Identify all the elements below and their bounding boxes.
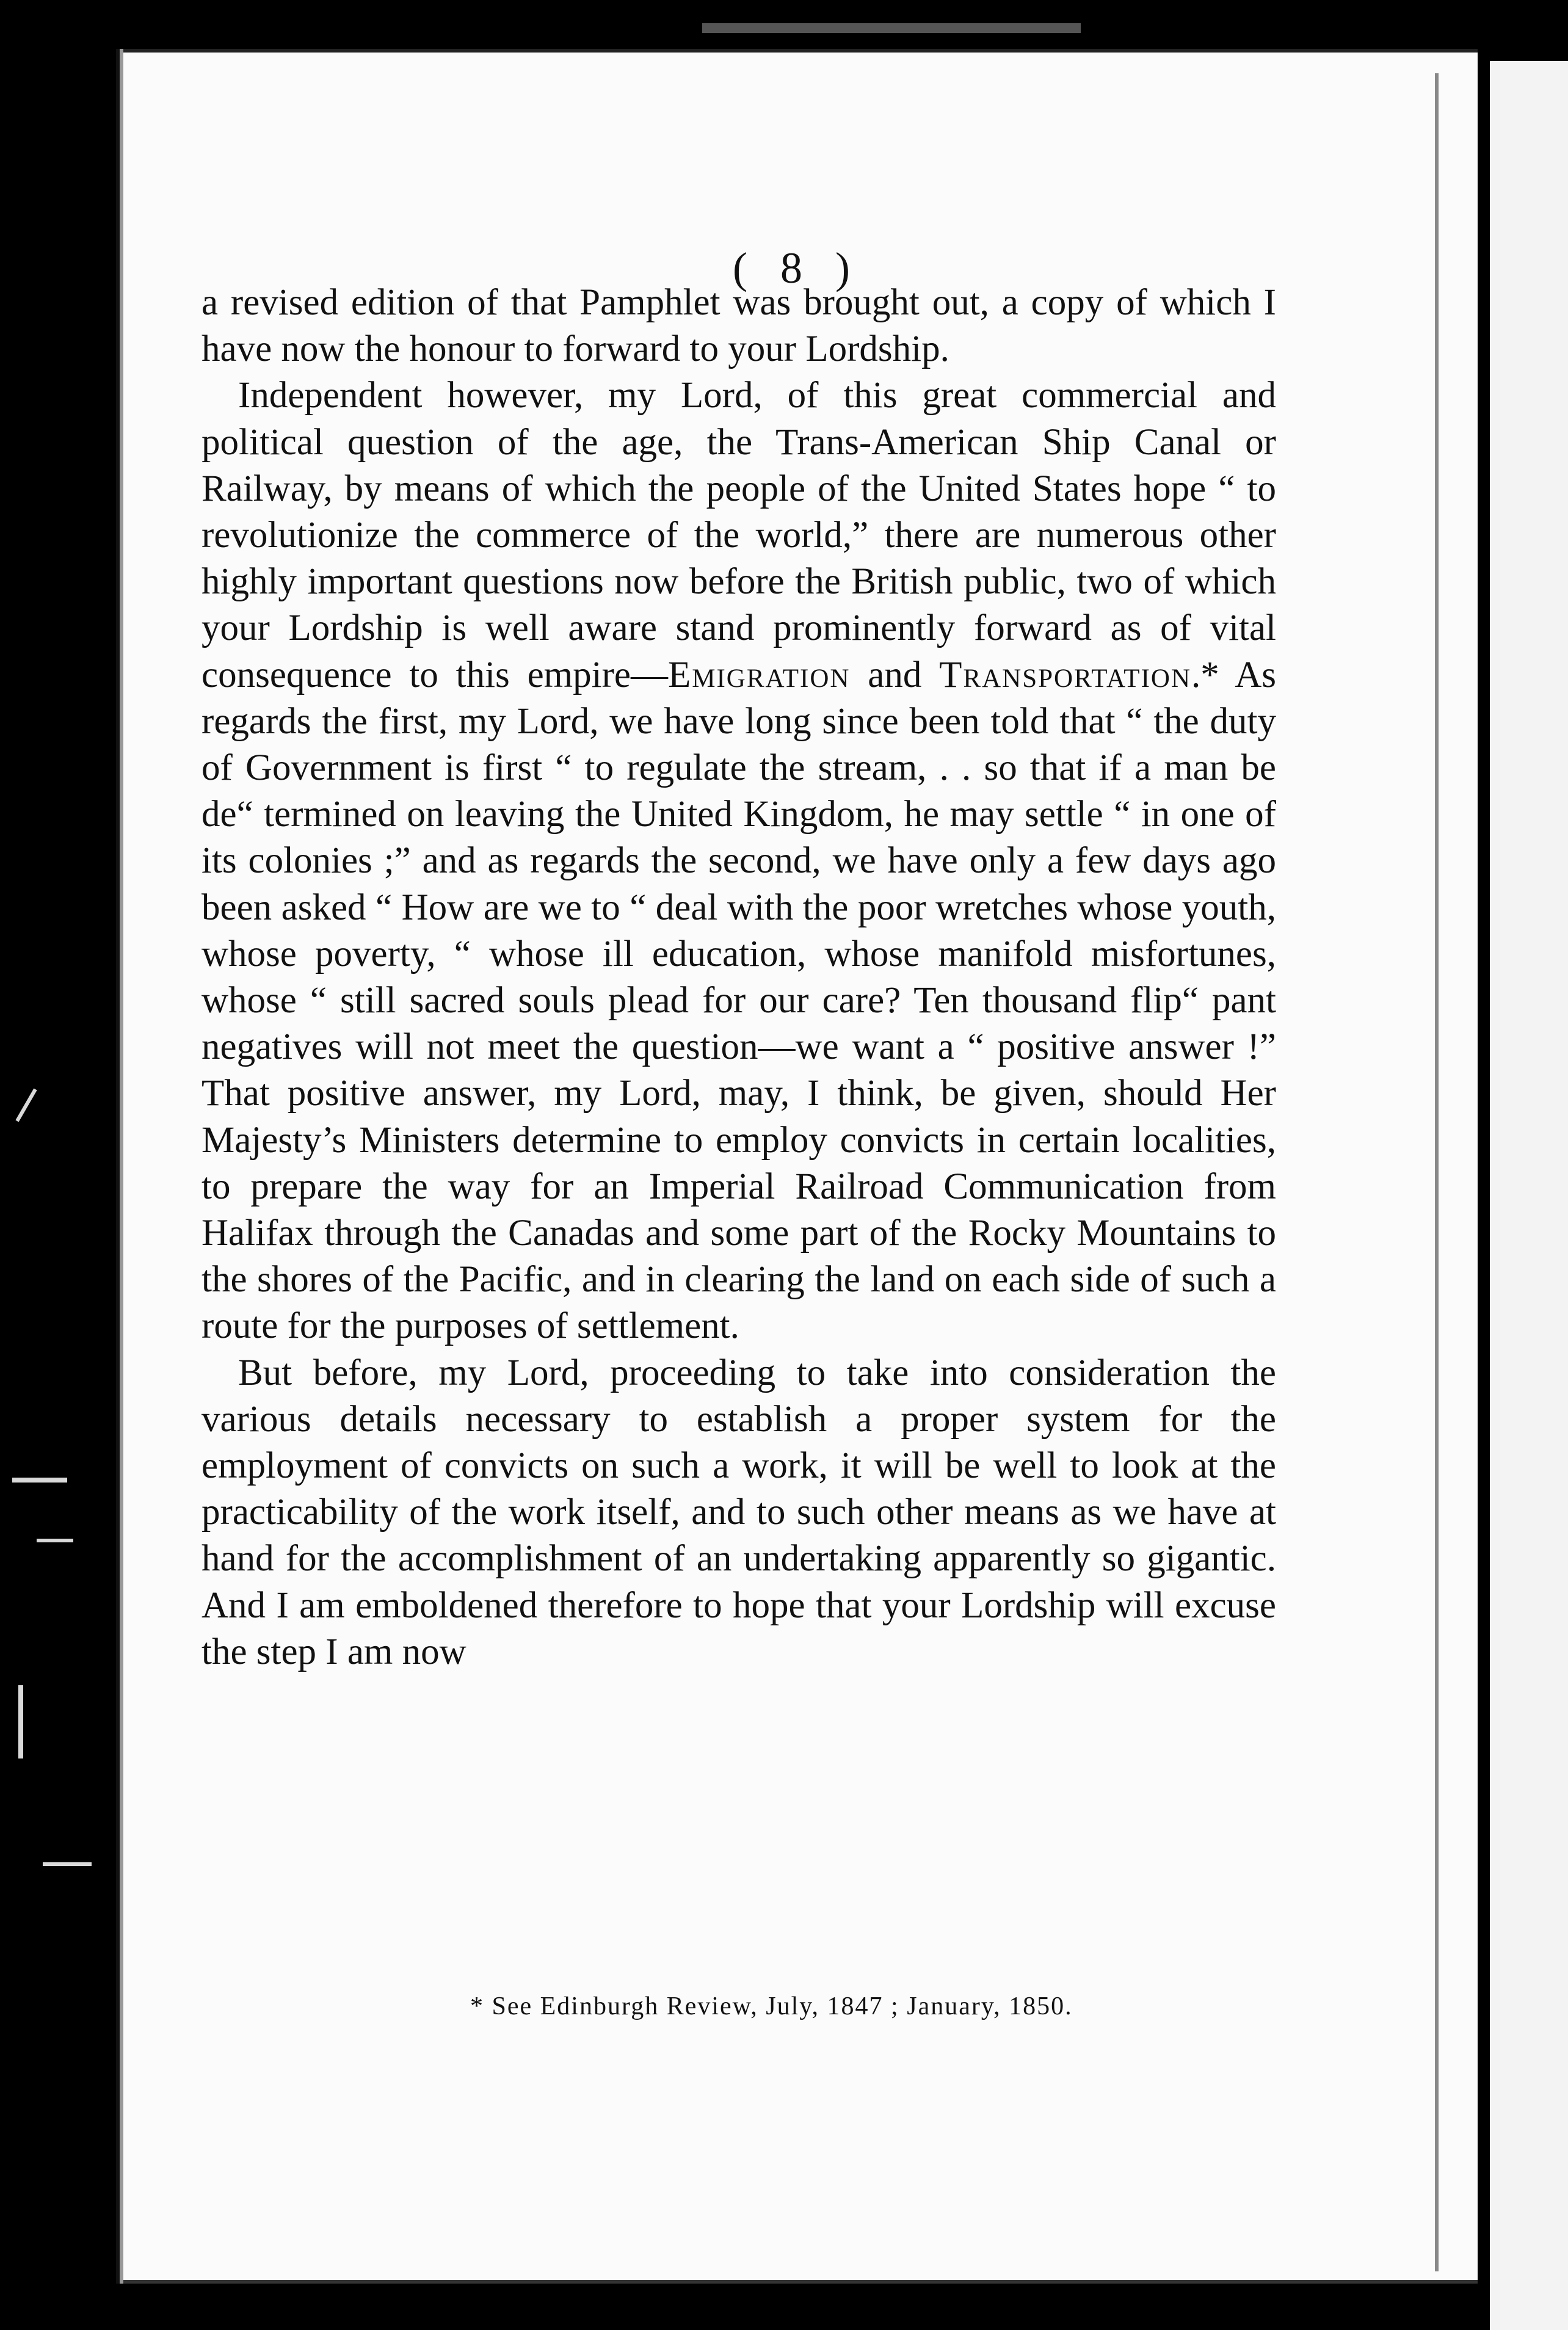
paragraph-text: and <box>850 654 940 695</box>
scan-noise <box>12 1478 67 1483</box>
paragraph <box>201 1350 1276 1675</box>
scan-noise <box>18 1685 23 1758</box>
page-number: ( 8 ) <box>733 244 861 292</box>
page-edge-shadow <box>1435 73 1439 2271</box>
scan-noise <box>37 1539 73 1542</box>
paragraph <box>201 280 1276 372</box>
scan-left-margin <box>0 0 116 2330</box>
paragraph <box>201 372 1276 1349</box>
paragraph-text: But before, my Lord, proceeding to take into consideration the various details necessary to establish a proper system for the employment of convicts on such a work, it will be well to look at the practicability of the work itself, and to such other means as we have at hand for the accomplishment of an undertaking apparently so gigantic. And I am emboldened therefore to hope that your Lordship will excuse the step I am now <box>201 1352 1276 1672</box>
paragraph-text: Independent however, my Lord, of this great commercial and political question of the age, the Trans-American Ship Canal or Railway, by means of which the people of the United States hope “ to revolutionize the commerce of the world,” there are numerous other highly important questions now before the British public, two of which your Lordship is well aware stand prominently forward as of vital consequence to this empire— <box>201 375 1276 695</box>
small-caps-term: Transportation <box>939 654 1192 695</box>
scan-top-edge-mark <box>702 23 1081 33</box>
paragraph-text: a revised edition of that Pamphlet was brought out, a copy of which I have now the honour to forward to your Lordship. <box>201 282 1276 370</box>
paragraph-text: .* As regards the first, my Lord, we have long since been told that “ the duty of Government is first “ to regulate the stream, . . so that if a man be de“ termined on leaving the United Kingdom, he may settle “ in one of its colonies ;” and as regards the second, we have only a few days ago been asked “ How are we to “ deal with the poor wretches whose youth, whose poverty, “ whose ill education, whose manifold misfortunes, whose “ still sacred souls plead for our care? Ten thousand flip“ pant negatives will not meet the question—we want a “ positive answer !” That positive answer, my Lord, may, I think, be given, should Her Majesty’s Ministers determine to employ convicts in certain localities, to prepare the way for an Imperial Railroad Communication from Halifax through the Canadas and some part of the Rocky Mountains to the shores of the Pacific, and in clearing the land on each side of such a route for the purposes of settlement. <box>201 654 1276 1347</box>
small-caps-term: Emigration <box>667 654 851 695</box>
footnote: * See Edinburgh Review, July, 1847 ; January, 1850. <box>470 1992 1073 2020</box>
scan-noise <box>43 1862 92 1866</box>
body-text <box>201 280 1276 1675</box>
facing-page-edge <box>1490 61 1568 2330</box>
scan-noise <box>15 1089 37 1122</box>
